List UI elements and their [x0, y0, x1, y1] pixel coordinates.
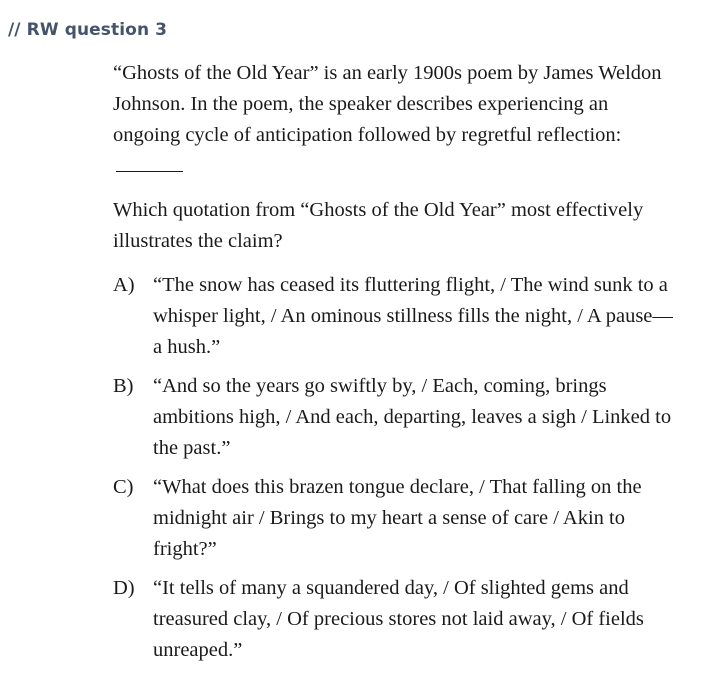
choice-b[interactable] [113, 371, 673, 464]
choice-letter: D) [113, 577, 135, 599]
choice-d[interactable] [113, 573, 673, 666]
choice-letter: B) [113, 375, 134, 397]
choice-text: “The snow has ceased its fluttering flight, / The wind sunk to a whisper light, / An ominous stillness fills the night, / A pause—a hush.” [153, 274, 673, 358]
choice-text: “What does this brazen tongue declare, / That falling on the midnight air / Brings to my heart a sense of care / Akin to fright?” [153, 476, 642, 560]
answer-blank [116, 156, 183, 172]
choice-text: “And so the years go swiftly by, / Each, coming, brings ambitions high, / And each, departing, leaves a sigh / Linked to the past.” [153, 375, 672, 459]
question-content [113, 58, 673, 674]
choice-letter: C) [113, 476, 134, 498]
question-prompt: Which quotation from “Ghosts of the Old Year” most effectively illustrates the claim? [113, 199, 644, 252]
passage-text: “Ghosts of the Old Year” is an early 1900s poem by James Weldon Johnson. In the poem, the speaker describes experiencing an ongoing cycle of anticipation followed by regretful reflection: [113, 62, 662, 146]
choice-text: “It tells of many a squandered day, / Of slighted gems and treasured clay, / Of precious stores not laid away, / Of fields unreaped.” [153, 577, 644, 661]
choice-c[interactable] [113, 472, 673, 565]
choice-a[interactable] [113, 270, 673, 363]
passage [113, 58, 673, 182]
choice-letter: A) [113, 274, 135, 296]
question-header: // RW question 3 [8, 20, 168, 40]
